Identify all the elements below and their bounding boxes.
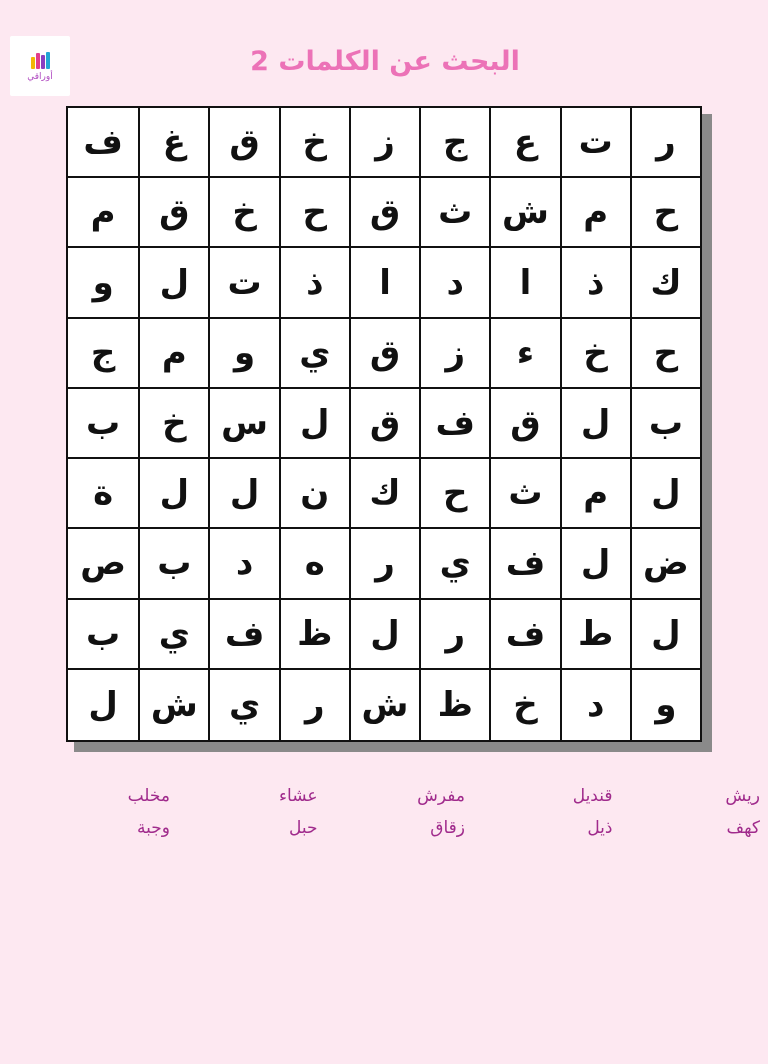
grid-cell[interactable]: خ xyxy=(208,178,278,248)
grid-cell[interactable]: ق xyxy=(349,178,419,248)
grid-cell[interactable]: ل xyxy=(88,684,118,725)
word-list xyxy=(70,780,760,844)
grid-cell[interactable]: ر xyxy=(419,600,489,670)
word-row xyxy=(70,812,760,844)
grid-cell[interactable]: ة xyxy=(68,459,138,529)
grid-cell[interactable]: خ xyxy=(138,389,208,459)
grid-cell[interactable]: ث xyxy=(489,459,559,529)
grid-cell[interactable]: ق xyxy=(489,389,559,459)
grid-cell[interactable]: ك xyxy=(349,459,419,529)
grid-cell[interactable]: ق xyxy=(208,108,278,178)
word-item: كهف xyxy=(726,818,760,838)
grid-cell[interactable]: ل xyxy=(208,459,278,529)
page-title: البحث عن الكلمات 2 xyxy=(250,46,520,77)
grid-cell[interactable]: ق xyxy=(349,319,419,389)
grid-cell[interactable]: م xyxy=(68,178,138,248)
grid-cell[interactable]: ش xyxy=(138,670,208,740)
grid-cell[interactable]: ب xyxy=(138,529,208,599)
word-item: مفرش xyxy=(417,786,465,806)
grid-cell[interactable]: ي xyxy=(208,670,278,740)
grid-cell[interactable]: ذ xyxy=(279,248,349,318)
grid-cell[interactable]: ق xyxy=(349,389,419,459)
grid-cell[interactable]: ح xyxy=(630,319,700,389)
grid-cell[interactable]: ب xyxy=(68,389,138,459)
word-row xyxy=(70,780,760,812)
grid-cell[interactable]: و xyxy=(208,319,278,389)
grid-cell[interactable]: ل xyxy=(560,529,630,599)
grid-cell[interactable]: ز xyxy=(419,319,489,389)
grid-cell[interactable]: ه xyxy=(279,529,349,599)
grid-cell[interactable]: خ xyxy=(489,670,559,740)
grid-cell[interactable]: ف xyxy=(489,529,559,599)
grid-cell[interactable]: ء xyxy=(489,319,559,389)
word-item: قنديل xyxy=(572,786,613,806)
grid-cell[interactable]: ت xyxy=(208,248,278,318)
grid-cell[interactable]: ر xyxy=(279,670,349,740)
grid-cell[interactable]: م xyxy=(138,319,208,389)
grid-cell[interactable]: م xyxy=(560,178,630,248)
grid-cell[interactable]: خ xyxy=(560,319,630,389)
grid-cell[interactable]: ص xyxy=(68,529,138,599)
word-item: ذيل xyxy=(587,818,613,838)
grid-cell[interactable]: غ xyxy=(138,108,208,178)
grid-cell[interactable]: ف xyxy=(68,108,138,178)
word-item: عشاء xyxy=(279,786,318,806)
grid-cell[interactable]: ف xyxy=(208,600,278,670)
grid-cell[interactable]: ا xyxy=(349,248,419,318)
grid-cell[interactable]: ظ xyxy=(419,670,489,740)
grid-cell[interactable]: ن xyxy=(279,459,349,529)
grid-cell[interactable]: ح xyxy=(630,178,700,248)
grid-cell[interactable]: س xyxy=(208,389,278,459)
grid-cell[interactable]: ت xyxy=(560,108,630,178)
grid-cell[interactable]: ط xyxy=(560,600,630,670)
grid-cell[interactable]: ل xyxy=(560,389,630,459)
word-item: وجبة xyxy=(137,818,170,838)
grid-cell[interactable]: ف xyxy=(419,389,489,459)
grid-cell[interactable]: د xyxy=(560,670,630,740)
grid-cell[interactable]: ل xyxy=(630,459,700,529)
grid-cell[interactable]: ل xyxy=(349,600,419,670)
grid-cell[interactable]: ل xyxy=(279,389,349,459)
word-item: مخلب xyxy=(127,786,170,806)
grid-cell[interactable]: ف xyxy=(489,600,559,670)
grid-cell[interactable]: ث xyxy=(419,178,489,248)
grid-cell[interactable]: ج xyxy=(68,319,138,389)
grid-cell[interactable]: ل xyxy=(138,459,208,529)
word-search-grid xyxy=(66,106,702,742)
grid-cell[interactable]: ز xyxy=(349,108,419,178)
grid-cell[interactable]: ذ xyxy=(560,248,630,318)
word-item: حبل xyxy=(288,818,318,838)
books-icon xyxy=(31,51,50,69)
grid-cell[interactable]: و xyxy=(68,248,138,318)
grid-cell[interactable]: د xyxy=(208,529,278,599)
grid-cell[interactable]: ش xyxy=(349,670,419,740)
grid-cell[interactable]: ض xyxy=(630,529,700,599)
grid-cell[interactable]: ر xyxy=(630,108,700,178)
grid-cell[interactable]: خ xyxy=(279,108,349,178)
grid-cell[interactable]: ي xyxy=(279,319,349,389)
grid-cell[interactable]: ق xyxy=(138,178,208,248)
logo-text: أوراقي xyxy=(27,71,53,82)
logo xyxy=(10,36,70,96)
grid-cell[interactable]: ب xyxy=(630,389,700,459)
grid-cell[interactable]: ظ xyxy=(279,600,349,670)
grid-cell[interactable]: ح xyxy=(279,178,349,248)
grid-cell[interactable]: د xyxy=(419,248,489,318)
word-item: زقاق xyxy=(430,818,465,838)
grid-cell[interactable]: ي xyxy=(419,529,489,599)
grid-cell[interactable]: ح xyxy=(419,459,489,529)
grid-cell[interactable]: ك xyxy=(630,248,700,318)
word-item: ريش xyxy=(725,786,760,806)
grid-cell[interactable]: ي xyxy=(138,600,208,670)
grid-cell[interactable]: ل xyxy=(138,248,208,318)
grid-cell[interactable]: ع xyxy=(489,108,559,178)
grid-cell[interactable]: ج xyxy=(419,108,489,178)
grid-cell[interactable]: و xyxy=(630,670,700,740)
grid-cell[interactable]: ر xyxy=(349,529,419,599)
grid-cell[interactable]: ش xyxy=(489,178,559,248)
grid-cell[interactable]: ا xyxy=(489,248,559,318)
grid-cell[interactable]: ل xyxy=(630,600,700,670)
grid-cell[interactable]: ب xyxy=(68,600,138,670)
grid-cell[interactable]: م xyxy=(560,459,630,529)
